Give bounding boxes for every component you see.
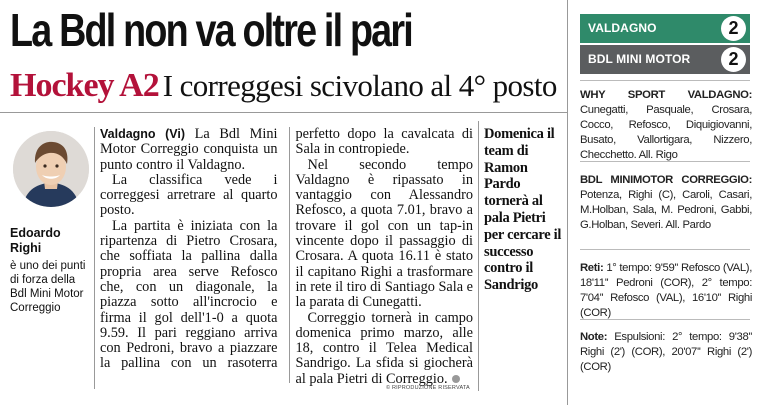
goals-text: 1° tempo: 9'59'' Refosco (VAL), 18'11'' Pedroni (COR), 2° tempo: 7'04'' Refosco (VAL), 16'10'' Righi (COR) bbox=[580, 262, 752, 319]
home-lineup-label: WHY SPORT VALDAGNO: bbox=[580, 89, 752, 101]
subheadline bbox=[10, 64, 557, 114]
header-rule bbox=[0, 112, 567, 113]
away-lineup-players: Potenza, Righi (C), Caroli, Casari, M.Holban, Sala, M. Pedroni, Gabbi, G.Holban, Severi. All. Pardo bbox=[580, 188, 752, 231]
away-team-score: 2 bbox=[721, 47, 746, 72]
article-body bbox=[100, 127, 473, 389]
copyright-notice: © RIPRODUZIONE RISERVATA bbox=[386, 385, 470, 391]
away-lineup-label: BDL MINIMOTOR CORREGGIO: bbox=[580, 174, 752, 186]
away-team-score-row bbox=[580, 45, 750, 74]
player-photo bbox=[13, 131, 89, 207]
home-lineup-players: Cunegatti, Pasquale, Crosara, Cocco, Refosco, Diquigiovanni, Busato, Vallortigara, Nizzero, Checchetto. All. Rigo bbox=[580, 103, 752, 161]
author-last-name: Righi bbox=[10, 241, 42, 255]
section-kicker: Hockey A2 bbox=[10, 67, 159, 104]
headline: La Bdl non va oltre il pari bbox=[10, 4, 412, 56]
notes-label: Note: bbox=[580, 331, 608, 343]
notes-text: Espulsioni: 2° tempo: 9'38'' Righi (2') (COR), 20'07'' Righi (2') (COR) bbox=[580, 331, 753, 373]
dateline: Valdagno (Vi) bbox=[100, 127, 186, 141]
home-team-score-row bbox=[580, 14, 750, 43]
end-of-article-icon bbox=[452, 375, 460, 383]
match-box bbox=[574, 0, 758, 405]
sidebar-divider bbox=[567, 0, 568, 405]
box-separator bbox=[580, 249, 750, 250]
author-first-name: Edoardo bbox=[10, 226, 61, 240]
column-divider bbox=[94, 127, 95, 389]
author-name bbox=[10, 226, 61, 256]
home-lineup bbox=[580, 88, 752, 163]
subtitle: I correggesi scivolano al 4° posto bbox=[162, 68, 557, 103]
match-notes bbox=[580, 330, 752, 375]
away-team-name: BDL MINI MOTOR bbox=[588, 52, 691, 66]
pull-quote: Domenica il team di Ramon Pardo tornerà al pala Pietri per cercare il successo contro il Sandrigo bbox=[484, 126, 562, 294]
article-closing-text: Correggio tornerà in campo domenica primo marzo, alle 18, contro il Telea Medical Sandrigo. La sfida si giocherà al pala Pietri di Correggio. bbox=[295, 309, 473, 387]
column-divider bbox=[478, 121, 479, 391]
article-paragraph: Nel secondo tempo Valdagno è ripassato in vantaggio con Alessandro Refosco, a quota 7.01, bravo a trovare il gol con un tap-in vincente dopo il passaggio di Crosara. A quota 16.11 è stato il capitano Righi a trasformare in rete il tiro di Santiago Sala e la parata di Cunegatti. bbox=[295, 156, 473, 311]
article-paragraph bbox=[100, 127, 278, 173]
box-separator bbox=[580, 80, 750, 81]
article-paragraph: La classifica vede i correggesi arretrare al quarto posto. bbox=[100, 171, 278, 219]
article-paragraph: La partita è iniziata con la ripartenza di Pietro Crosara, che soffiata la pallina dalla propria area serve Refosco che, con un diagonale, la piazza sotto all'incrocio e firma il gol dell'1-0 a quota 9.59. Il pari reggiano arriva con Pedroni, bravo a piazzare la pallina con un rasoterra perfetto dopo la cavalcata di Sala in contropiede. bbox=[100, 126, 473, 372]
goals-label: Reti: bbox=[580, 262, 604, 274]
article-lead-text: La Bdl Mini Motor Correggio conquista un punto contro il Valdagno. bbox=[100, 126, 278, 173]
article-paragraph bbox=[296, 311, 474, 387]
box-separator bbox=[580, 319, 750, 320]
box-separator bbox=[580, 161, 750, 162]
home-team-name: VALDAGNO bbox=[588, 21, 657, 35]
author-bio: è uno dei punti di forza della Bdl Mini Motor Correggio bbox=[10, 260, 86, 314]
goals-summary bbox=[580, 261, 752, 321]
away-lineup bbox=[580, 173, 752, 233]
home-team-score: 2 bbox=[721, 16, 746, 41]
